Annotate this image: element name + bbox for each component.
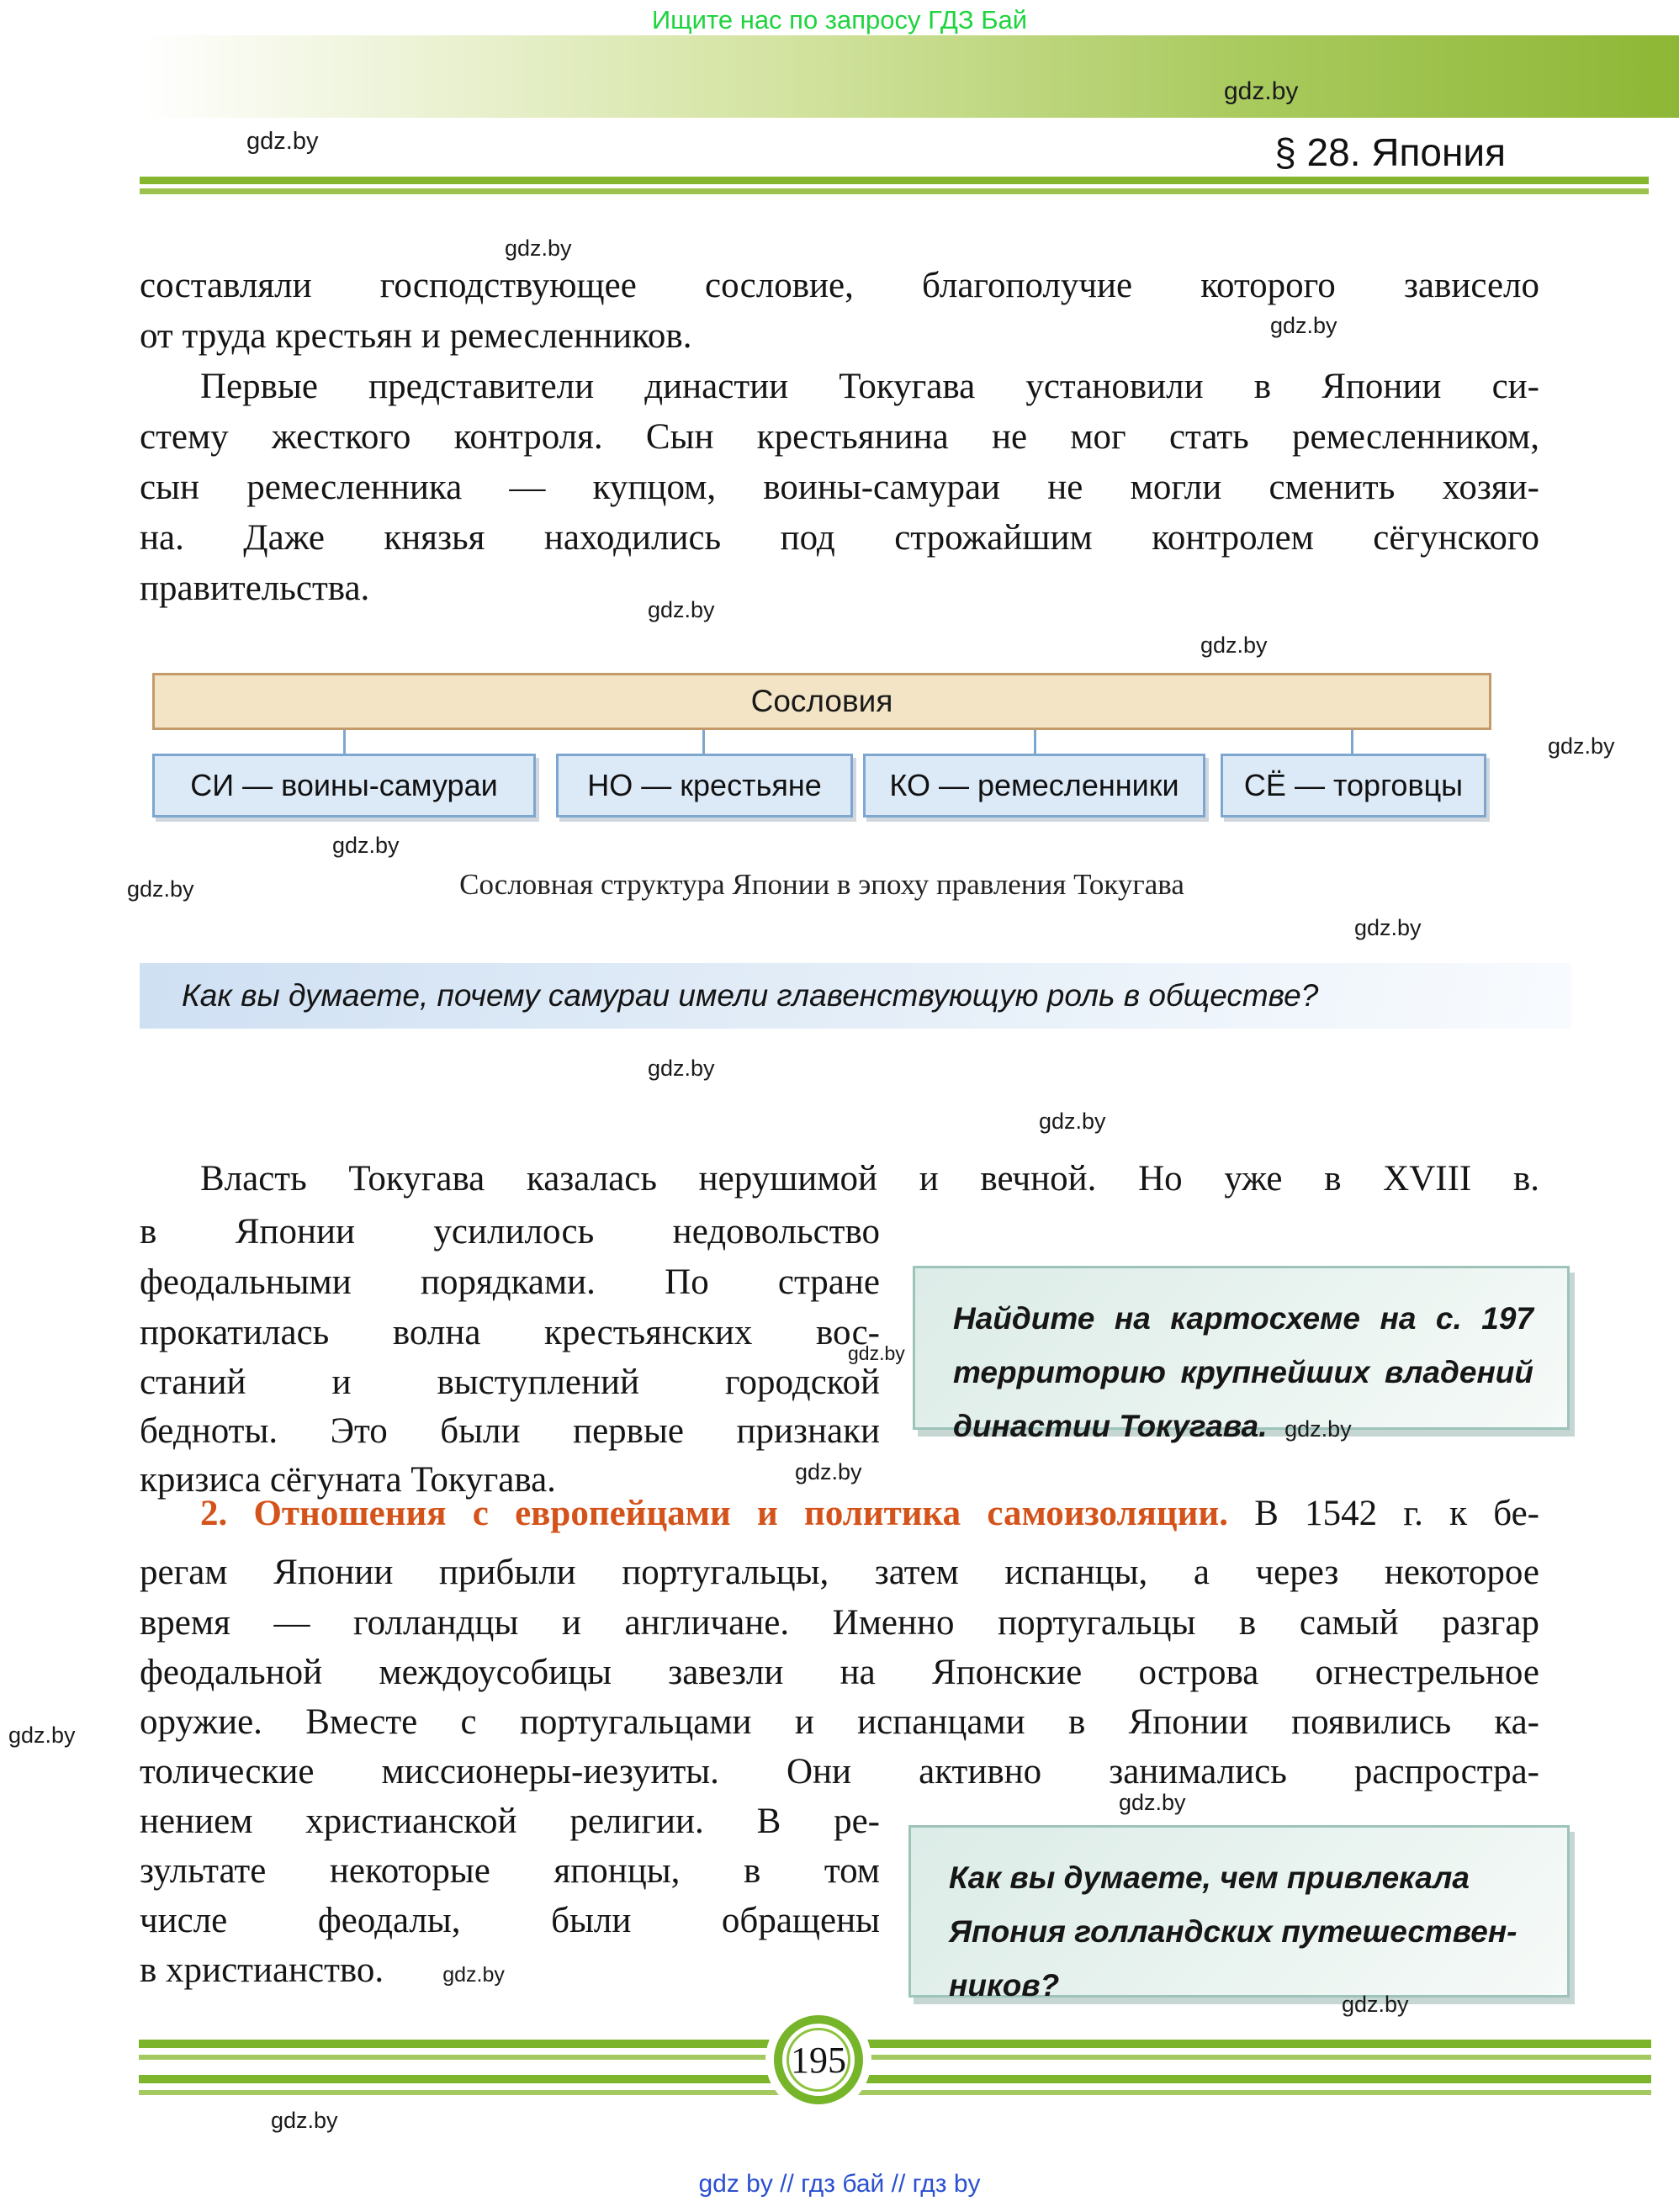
- watermark: gdz.by: [332, 833, 400, 858]
- body-text-line: составляли господствующее сословие, благополучие которого зависело: [140, 266, 1539, 305]
- footer-rule: [139, 2075, 1651, 2083]
- body-text-line: сын ремесленника — купцом, воины-самураи не могли сменить хозяи-: [140, 468, 1539, 507]
- diagram-box-samurai: СИ — воины-самураи: [152, 754, 536, 818]
- body-text-line: зультате некоторые японцы, в том: [140, 1851, 880, 1891]
- body-text-line: Первые представители династии Токугава установили в Японии си-: [200, 367, 1539, 406]
- body-text-line: прокатилась волна крестьянских вос-: [140, 1313, 880, 1352]
- watermark: gdz.by: [795, 1459, 862, 1484]
- body-text: в христианство.: [140, 1950, 384, 1990]
- body-text-line: нением христианской религии. В ре-: [140, 1802, 880, 1841]
- body-text-line: регам Японии прибыли португальцы, затем испанцы, а через некоторое: [140, 1553, 1539, 1592]
- page-number-badge: [774, 2015, 863, 2104]
- watermark: gdz.by: [1342, 1992, 1409, 2017]
- body-text-line: станий и выступлений городской: [140, 1363, 880, 1402]
- question-box-dutch: [908, 1825, 1570, 2003]
- diagram-connector: [343, 730, 346, 755]
- body-text-line: в Японии усилилось недовольство: [140, 1212, 880, 1252]
- diagram-title-box: Сословия: [152, 673, 1491, 730]
- question-text-line: Япония голландских путешествен-: [949, 1914, 1517, 1949]
- diagram-box-peasants: НО — крестьяне: [556, 754, 853, 818]
- body-text-line: Власть Токугава казалась нерушимой и вечной. Но уже в XVIII в.: [200, 1159, 1539, 1199]
- watermark: gdz.by: [1039, 1109, 1106, 1134]
- footer-links[interactable]: gdz by // гдз бай // гдз by: [698, 2170, 981, 2198]
- question-text-line: Как вы думаете, чем привлекала: [949, 1860, 1470, 1895]
- body-text-line: феодальной междоусобицы завезли на Японские острова огнестрельное: [140, 1653, 1539, 1692]
- task-text-line: Найдите на картосхеме на с. 197: [953, 1301, 1533, 1336]
- header-gradient-bar: [140, 35, 1679, 118]
- body-text-line: на. Даже князья находились под строжайшим контролем сёгунского: [140, 518, 1539, 558]
- promo-banner-text: Ищите нас по запросу ГДЗ Бай: [651, 5, 1028, 34]
- footer-rule: [139, 2055, 1651, 2060]
- body-text-line: оружие. Вместе с португальцами и испанцами в Японии появились ка-: [140, 1702, 1539, 1742]
- watermark: gdz.by: [848, 1342, 905, 1364]
- section-heading-tail: В 1542 г. к бе-: [1254, 1494, 1540, 1533]
- watermark: gdz.by: [648, 1056, 715, 1081]
- watermark: gdz.by: [271, 2108, 338, 2133]
- task-text-line: территорию крупнейших владений: [953, 1355, 1533, 1389]
- diagram-connector: [1034, 730, 1036, 755]
- watermark: gdz.by: [1270, 313, 1337, 338]
- watermark: gdz.by: [1119, 1790, 1186, 1815]
- watermark: gdz.by: [442, 1963, 505, 1987]
- watermark: gdz.by: [246, 128, 319, 155]
- footer-rule: [139, 2090, 1651, 2095]
- watermark: gdz.by: [8, 1723, 76, 1748]
- body-text-line: время — голландцы и англичане. Именно португальцы в самый разгар: [140, 1603, 1539, 1643]
- body-text-line: [140, 1950, 880, 1996]
- section-heading: 2. Отношения с европейцами и политика самоизоляции.: [200, 1494, 1228, 1533]
- chapter-title: § 28. Япония: [1274, 130, 1506, 174]
- watermark: gdz.by: [1224, 77, 1299, 105]
- footer-rule: [139, 2040, 1651, 2048]
- body-text-line: от труда крестьян и ремесленников.: [140, 316, 692, 356]
- watermark: gdz.by: [127, 876, 194, 902]
- question-text-line: ников?: [949, 1968, 1060, 2003]
- watermark: gdz.by: [1354, 915, 1422, 940]
- task-text-line: [953, 1400, 1533, 1456]
- body-text-line: стему жесткого контроля. Сын крестьянина не мог стать ремесленником,: [140, 417, 1539, 457]
- header-rule-top: [140, 177, 1649, 184]
- body-text-line: феодальными порядками. По стране: [140, 1262, 880, 1302]
- body-text-line: числе феодалы, были обращены: [140, 1901, 880, 1940]
- header-rule-bottom: [140, 188, 1649, 194]
- watermark: gdz.by: [505, 235, 572, 261]
- body-text-line: правительства.: [140, 569, 370, 608]
- watermark: gdz.by: [1548, 733, 1615, 759]
- diagram-connector: [1351, 730, 1353, 755]
- watermark: gdz.by: [648, 597, 715, 622]
- body-text-line: бедноты. Это были первые признаки: [140, 1411, 880, 1451]
- page-number: 195: [787, 2028, 850, 2092]
- task-text: династии Токугава.: [953, 1409, 1268, 1443]
- diagram-caption: Сословная структура Японии в эпоху правления Токугава: [459, 868, 1184, 901]
- diagram-connector: [702, 730, 705, 755]
- diagram-box-artisans: КО — ремесленники: [863, 754, 1205, 818]
- watermark: gdz.by: [1284, 1416, 1352, 1442]
- body-text-line: кризиса сёгуната Токугава.: [140, 1460, 556, 1500]
- question-strip: Как вы думаете, почему самураи имели главенствующую роль в обществе?: [140, 963, 1571, 1029]
- section-heading-line: [200, 1493, 1539, 1535]
- body-text-line: толические миссионеры-иезуиты. Они активно занимались распростра-: [140, 1752, 1539, 1791]
- diagram-box-merchants: СЁ — торговцы: [1221, 754, 1486, 818]
- watermark: gdz.by: [1200, 632, 1268, 658]
- map-task-box: [913, 1266, 1570, 1443]
